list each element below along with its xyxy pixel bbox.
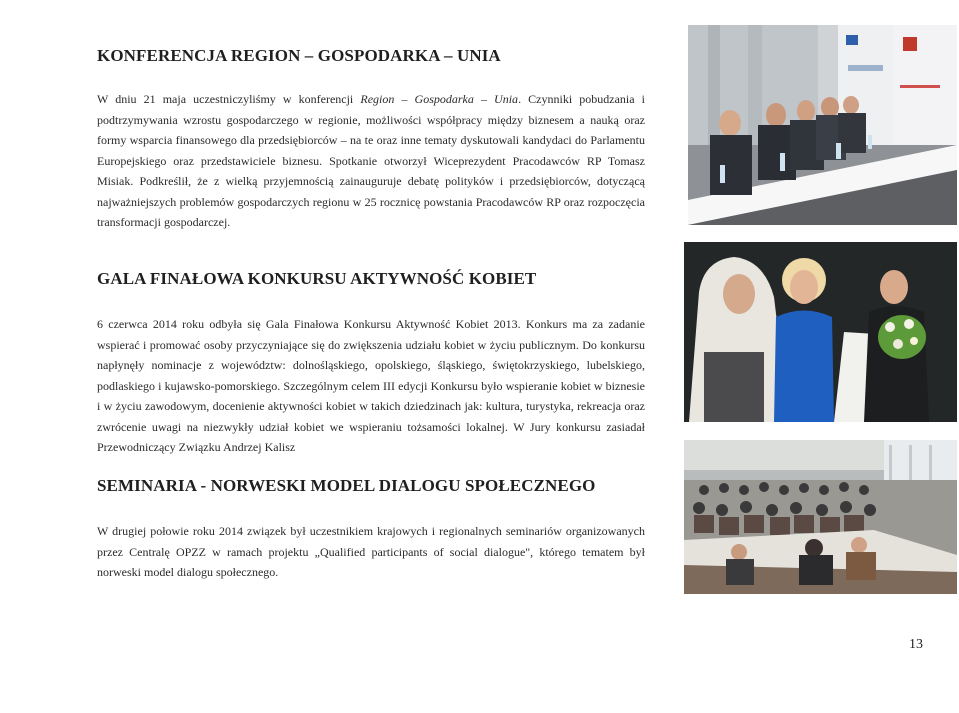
section-paragraph-gala: 6 czerwca 2014 roku odbyła się Gala Finałowa Konkursu Aktywność Kobiet 2013. Konkurs ma za zadanie wspierać i promować osoby przyczyniające się do zwiększenia udziału kobiet w życiu publicznym. Do konkursu napłynęły nominacje z województw: dolnośląskiego, opolskiego, śląskiego, świętokrzyskiego, lubelskiego, podlaskiego i kujawsko-pomorskiego. Szczególnym celem III edycji Konkursu było wspieranie kobiet w biznesie i w życiu zawodowym, docenienie aktywności kobiet w takich dziedzinach jak: kultura, turystyka, rekreacja oraz zwrócenie uwagi na niezwykły udział kobiet we wspieraniu tożsamości lokalnej. W Jury konkursu zasiadał Przewodniczący Związku Andrzej Kalisz bbox=[97, 317, 645, 454]
section-heading-konferencja: KONFERENCJA REGION – GOSPODARKA – UNIA bbox=[97, 46, 501, 65]
section-heading-seminaria: SEMINARIA - NORWESKI MODEL DIALOGU SPOŁECZNEGO bbox=[97, 476, 596, 495]
section-paragraph-konferencja bbox=[97, 89, 645, 233]
conference-panel-image bbox=[688, 25, 957, 225]
seminar-audience-photo bbox=[684, 440, 957, 594]
section-heading-gala: GALA FINAŁOWA KONKURSU AKTYWNOŚĆ KOBIET bbox=[97, 269, 537, 288]
gala-award-photo bbox=[684, 242, 957, 422]
seminar-audience-image bbox=[684, 440, 957, 594]
para-text-pre: W dniu 21 maja uczestniczyliśmy w konferencji bbox=[97, 92, 361, 106]
conference-title-italic: Region – Gospodarka – Unia bbox=[360, 92, 519, 106]
conference-panel-photo bbox=[688, 25, 957, 225]
gala-award-image bbox=[684, 242, 957, 422]
page-number: 13 bbox=[909, 637, 923, 652]
section-paragraph-seminaria: W drugiej połowie roku 2014 związek był uczestnikiem krajowych i regionalnych seminariów organizowanych przez Centralę OPZZ w ramach projektu „Qualified participants of social dialogue", którego tematem był norweski model dialogu społecznego. bbox=[97, 524, 645, 579]
para-text-post: . Czynniki pobudzania i podtrzymywania wzrostu gospodarczego w regionie, możliwości współpracy między biznesem a nauką oraz formy wsparcia finansowego dla przedsiębiorców – na te oraz inne tematy dyskutowali kandydaci do Parlamentu Europejskiego oraz przedstawiciele biznesu. Spotkanie otworzył Wiceprezydent Pracodawców RP Tomasz Misiak. Podkreślił, że z wielką przyjemnością zainauguruje debatę polityków i przedsiębiorców, dotyczącą najważniejszych problemów gospodarczych regionu w 25 rocznicę powstania Pracodawców RP oraz rozpoczęcia transformacji gospodarczej. bbox=[97, 92, 645, 229]
